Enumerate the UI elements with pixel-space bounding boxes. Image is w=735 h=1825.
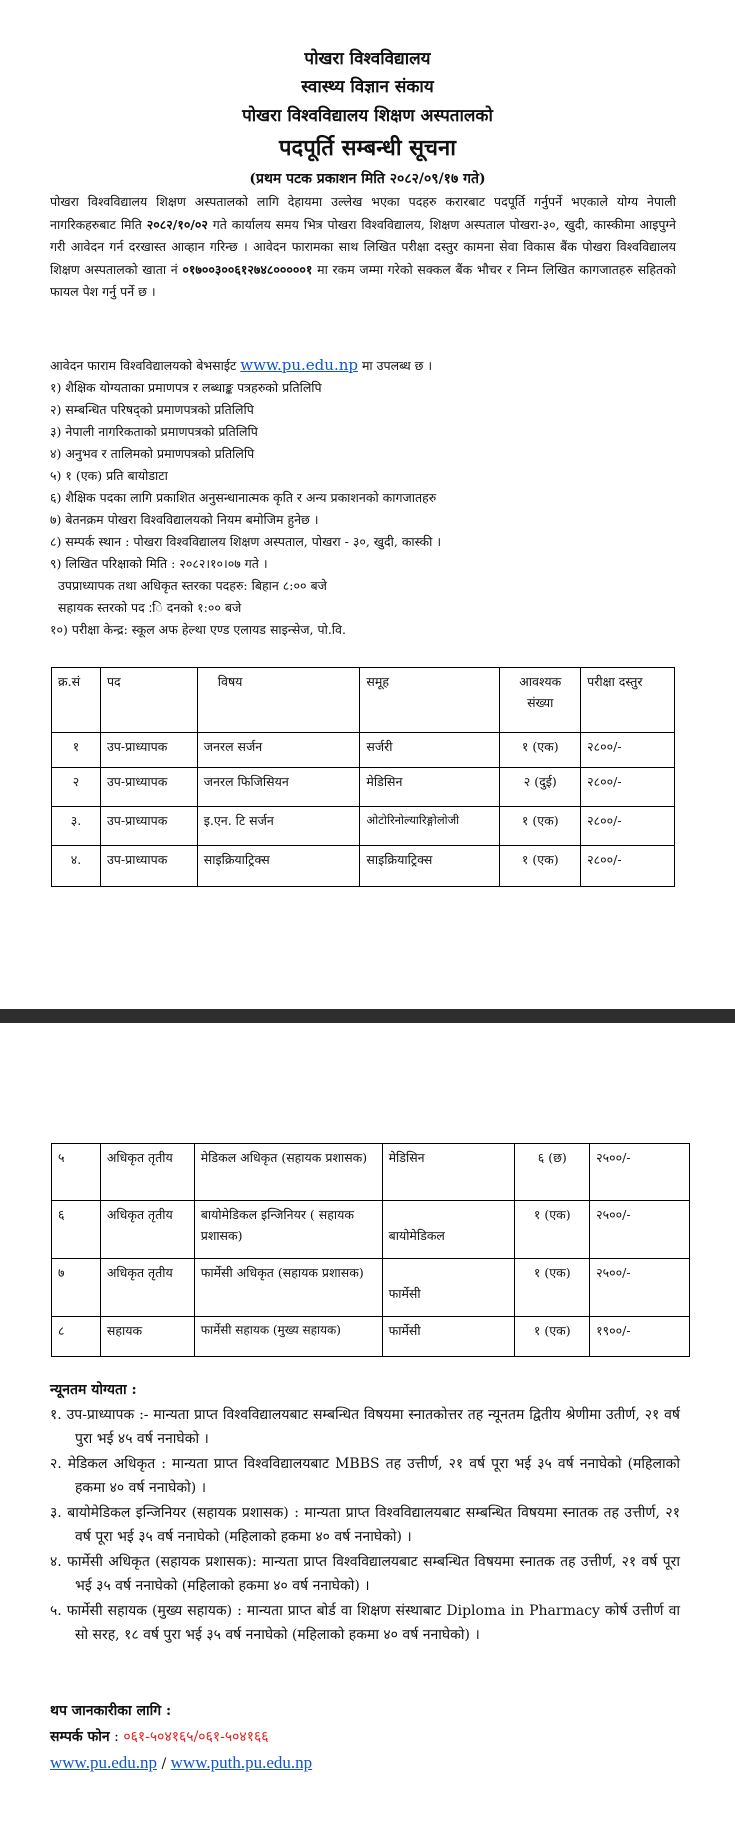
table-row — [52, 1201, 690, 1259]
form-text: आवेदन फाराम विश्वविद्यालयको बेभसाईट — [50, 358, 241, 373]
cell-count: २ (दुई) — [500, 768, 581, 807]
cell-serial: २ — [52, 768, 101, 807]
cell-group: ओटोरिनोल्यारिङ्गोलोजी — [360, 807, 500, 846]
cell-count: ६ (छ) — [515, 1144, 590, 1201]
contact-info — [50, 1698, 690, 1777]
document-item: ४) अनुभव र तालिमको प्रमाणपत्रको प्रतिलिपि — [50, 446, 255, 461]
cell-post: अधिकृत तृतीय — [100, 1259, 194, 1317]
vacancy-table-1 — [51, 667, 675, 887]
header-required-number: आवश्यक संख्या — [500, 668, 581, 733]
exam-time-officer: उपप्राध्यापक तथा अधिकृत स्तरका पदहरु: बिहान ८:०० बजे — [58, 578, 327, 593]
header-subject: विषय — [197, 668, 360, 733]
table-header-row — [52, 668, 675, 733]
cell-post: उप-प्राध्यापक — [100, 733, 197, 768]
cell-serial: ३. — [52, 807, 101, 846]
qualification-item: ३. बायोमेडिकल इन्जिनियर (सहायक प्रशासक) : मान्यता प्राप्त विश्वविद्यालयबाट सम्बन्धित विषयमा स्नातक तह उत्तीर्ण, २१ वर्ष पूरा भई ३५ वर्ष ननाघेको (महिलाको हकमा ४० वर्ष ननाघेको) । — [50, 1504, 680, 1545]
cell-fee: १९००/- — [590, 1317, 690, 1357]
header-exam-fee: परीक्षा दस्तुर — [581, 668, 675, 733]
contact-phone-line — [50, 1724, 690, 1750]
intro-text-2: गते कार्यालय समय भित्र पोखरा विश्वविद्यालय, शिक्षण अस्पताल पोखरा-३०, खुदी, कास्कीमा आइपुग्ने गरी आवेदन गर्न दरखास्त आव्हान गरिन्छ । आवेदन फारामका साथ लिखित परीक्षा दस्तुर कामना सेवा विकास बैंक पोखरा विश्वविद्यालय शिक्षण अस्पतालको खाता नं — [50, 216, 676, 277]
intro-text-1: पोखरा विश्वविद्यालय शिक्षण अस्पतालको लागि देहायमा उल्लेख भएका पदहरु करारबाट पदपूर्ति गर्नुपर्ने भएकाले योग्य नेपाली नागरिकहरुबाट मिति — [50, 194, 676, 232]
document-item: २) सम्बन्धित परिषद्को प्रमाणपत्रको प्रतिलिपि — [50, 402, 254, 417]
cell-count: १ (एक) — [515, 1259, 590, 1317]
form-link[interactable]: www.pu.edu.np — [240, 356, 358, 374]
header-serial: क्र.सं — [52, 668, 101, 733]
intro-text-3: मा रकम जम्मा गरेको सक्कल बैंक भौचर र निम्न लिखित कागजातहरु सहितको फायल पेश गर्नु पर्ने छ । — [50, 261, 676, 299]
vacancy-table-2 — [51, 1143, 690, 1357]
qualification-item: ४. फार्मेसी अधिकृत (सहायक प्रशासक): मान्यता प्राप्त विश्वविद्यालयबाट सम्बन्धित विषयमा स्नातक तह उत्तीर्ण, २१ वर्ष पूरा भई ३५ वर्ष ननाघेको (महिलाको हकमा ४० वर्ष ननाघेको) । — [50, 1553, 680, 1594]
qualifications-heading: न्यूनतम योग्यता : — [50, 1382, 137, 1398]
document-item: ३) नेपाली नागरिकताको प्रमाणपत्रको प्रतिलिपि — [50, 424, 258, 439]
contact-heading: थप जानकारीका लागि : — [50, 1703, 172, 1719]
cell-serial: ४. — [52, 846, 101, 887]
cell-subject: बायोमेडिकल इन्जिनियर ( सहायक प्रशासक) — [194, 1201, 382, 1259]
university-name: पोखरा विश्वविद्यालय — [304, 49, 431, 69]
cell-fee: २५००/- — [590, 1201, 690, 1259]
cell-post: सहायक — [100, 1317, 194, 1357]
document-item: १) शैक्षिक योग्यताका प्रमाणपत्र र लब्धाङ्क पत्रहरुको प्रतिलिपि — [50, 380, 322, 395]
hospital-name: पोखरा विश्वविद्यालय शिक्षण अस्पतालको — [242, 106, 493, 126]
page-divider — [0, 1009, 735, 1023]
document-item: ६) शैक्षिक पदका लागि प्रकाशित अनुसन्धानात्मक कृति र अन्य प्रकाशनको कागजातहरु — [50, 490, 437, 505]
intro-paragraph — [50, 191, 676, 304]
document-item: ५) १ (एक) प्रति बायोडाटा — [50, 468, 168, 483]
cell-serial: ५ — [52, 1144, 101, 1201]
cell-post: उप-प्राध्यापक — [100, 807, 197, 846]
cell-fee: २८००/- — [581, 846, 675, 887]
application-deadline: २०८२/१०/०२ — [146, 216, 208, 232]
header-group: समूह — [360, 668, 500, 733]
cell-group: बायोमेडिकल — [382, 1201, 515, 1259]
header-post: पद — [100, 668, 197, 733]
required-documents — [50, 354, 690, 641]
cell-count: १ (एक) — [515, 1201, 590, 1259]
bank-account-number: ०१७००३००६१२७४८०००००१ — [182, 261, 313, 277]
exam-center: १०) परीक्षा केन्द्र: स्कूल अफ हेल्था एण्ड एलायड साइन्सेज, पो.वि. — [50, 622, 346, 637]
cell-group: मेडिसिन — [360, 768, 500, 807]
qualification-item: १. उप-प्राध्यापक :- मान्यता प्राप्त विश्वविद्यालयबाट सम्बन्धित विषयमा स्नातकोत्तर तह न्यूनतम द्वितीय श्रेणीमा उतीर्ण, २१ वर्ष पुरा भई ४५ वर्ष ननाघेको । — [50, 1406, 680, 1447]
cell-subject: फार्मेसी सहायक (मुख्य सहायक) — [194, 1317, 382, 1357]
phone-label: सम्पर्क फोन — [50, 1729, 110, 1745]
cell-count: १ (एक) — [515, 1317, 590, 1357]
cell-count: १ (एक) — [500, 807, 581, 846]
cell-post: उप-प्राध्यापक — [100, 768, 197, 807]
document-item: ८) सम्पर्क स्थान : पोखरा विश्वविद्यालय शिक्षण अस्पताल, पोखरा - ३०, खुदी, कास्की । — [50, 534, 442, 549]
cell-count: १ (एक) — [500, 733, 581, 768]
cell-subject: इ.एन. टि सर्जन — [197, 807, 360, 846]
cell-fee: २५००/- — [590, 1259, 690, 1317]
table-row — [52, 768, 675, 807]
table-row — [52, 733, 675, 768]
exam-time-assistant: सहायक स्तरको पद :ि दनको १:०० बजे — [58, 600, 242, 615]
contact-links — [50, 1750, 690, 1777]
cell-group: फार्मेसी — [382, 1317, 515, 1357]
pu-website-link[interactable]: www.pu.edu.np — [50, 1753, 158, 1772]
cell-fee: २८००/- — [581, 807, 675, 846]
cell-post: उप-प्राध्यापक — [100, 846, 197, 887]
table-row — [52, 807, 675, 846]
form-availability — [50, 354, 690, 377]
cell-group: फार्मेसी — [382, 1259, 515, 1317]
document-item: ७) बेतनक्रम पोखरा विश्वविद्यालयको नियम बमोजिम हुनेछ । — [50, 512, 319, 527]
cell-subject: जनरल फिजिसियन — [197, 768, 360, 807]
cell-group: मेडिसिन — [382, 1144, 515, 1201]
cell-serial: ६ — [52, 1201, 101, 1259]
cell-post: अधिकृत तृतीय — [100, 1144, 194, 1201]
minimum-qualifications — [50, 1378, 680, 1648]
qualification-item: २. मेडिकल अधिकृत : मान्यता प्राप्त विश्वविद्यालयबाट MBBS तह उत्तीर्ण, २१ वर्ष पूरा भई ३५ वर्ष ननाघेको (महिलाको हकमा ४० वर्ष ननाघेको) । — [50, 1455, 680, 1496]
document-item: ९) लिखित परिक्षाको मिति : २०८२।१०।०७ गते । — [50, 556, 268, 571]
faculty-name: स्वास्थ्य विज्ञान संकाय — [301, 77, 434, 97]
phone-separator: : — [109, 1729, 124, 1745]
publication-date: (प्रथम पटक प्रकाशन मिति २०८२/०९/१७ गते) — [249, 171, 486, 187]
table-row — [52, 846, 675, 887]
notice-title: पदपूर्ति सम्बन्धी सूचना — [279, 135, 456, 161]
table-row — [52, 1259, 690, 1317]
cell-fee: २८००/- — [581, 733, 675, 768]
puth-website-link[interactable]: www.puth.pu.edu.np — [170, 1753, 313, 1772]
cell-subject: साइक्रियाट्रिक्स — [197, 846, 360, 887]
cell-post: अधिकृत तृतीय — [100, 1201, 194, 1259]
cell-subject: मेडिकल अधिकृत (सहायक प्रशासक) — [194, 1144, 382, 1201]
cell-fee: २८००/- — [581, 768, 675, 807]
cell-serial: ७ — [52, 1259, 101, 1317]
cell-group: साइक्रियाट्रिक्स — [360, 846, 500, 887]
phone-numbers: ०६१-५०४१६५/०६१-५०४१६६ — [123, 1729, 269, 1745]
cell-fee: २५००/- — [590, 1144, 690, 1201]
cell-serial: १ — [52, 733, 101, 768]
table-row — [52, 1144, 690, 1201]
cell-count: १ (एक) — [500, 846, 581, 887]
cell-subject: फार्मेसी अधिकृत (सहायक प्रशासक) — [194, 1259, 382, 1317]
cell-group: सर्जरी — [360, 733, 500, 768]
qualification-item: ५. फार्मेसी सहायक (मुख्य सहायक) : मान्यता प्राप्त बोर्ड वा शिक्षण संस्थाबाट Diploma in Pharmacy कोर्ष उत्तीर्ण वा सो सरह, १८ वर्ष पुरा भई ३५ वर्ष ननाघेको (महिलाको हकमा ४० वर्ष ननाघेको) । — [50, 1602, 680, 1643]
cell-serial: ८ — [52, 1317, 101, 1357]
form-text-end: मा उपलब्ध छ । — [357, 358, 433, 373]
table-row — [52, 1317, 690, 1357]
cell-subject: जनरल सर्जन — [197, 733, 360, 768]
link-separator: / — [157, 1756, 171, 1772]
